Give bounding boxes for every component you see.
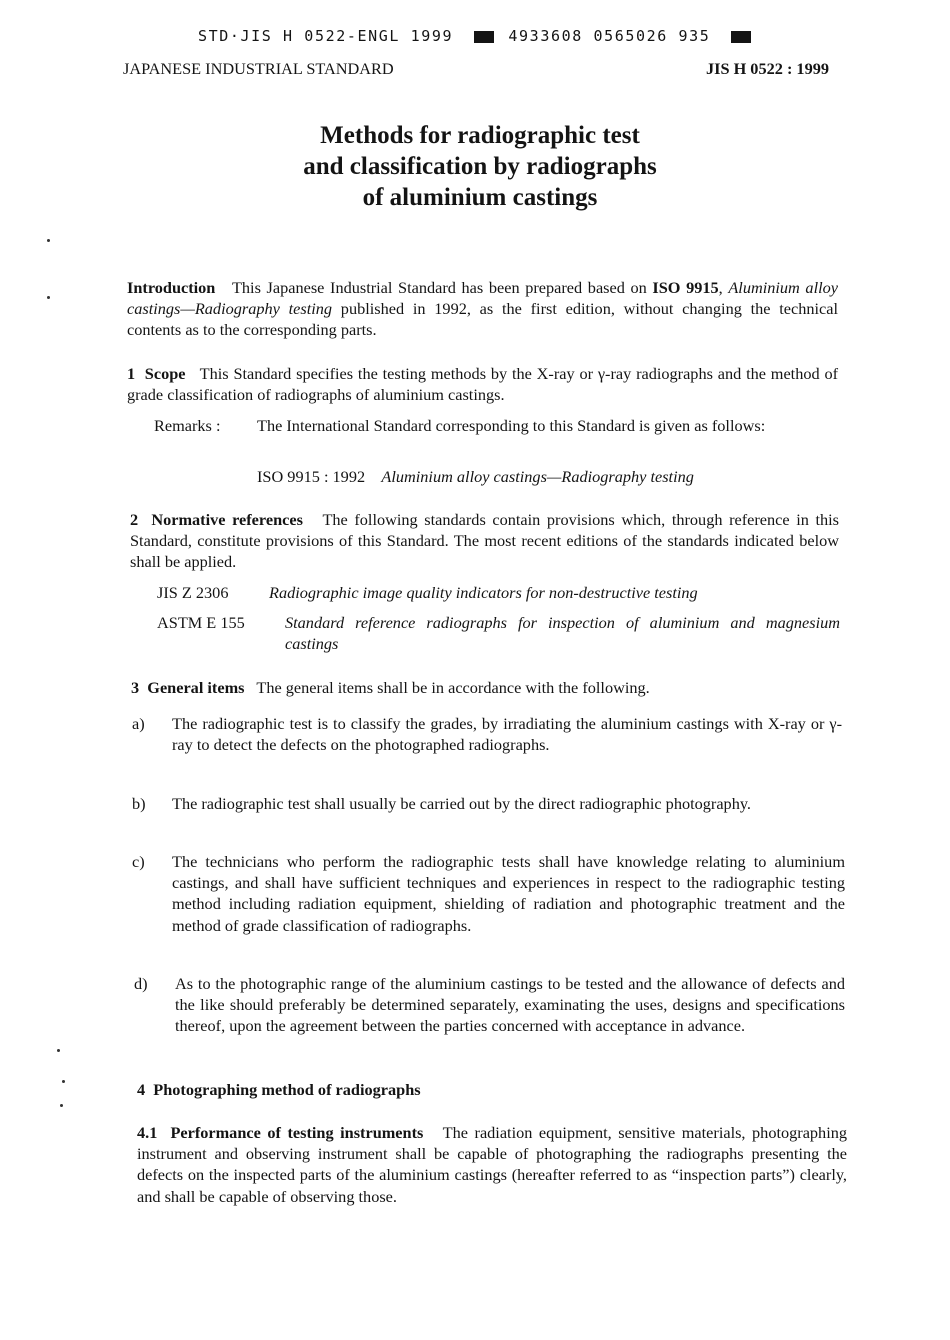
- std-number: JIS H 0522 : 1999: [705, 59, 829, 78]
- section-4-heading: [137, 1079, 421, 1100]
- section-heading: Photographing method of radiographs: [153, 1080, 421, 1099]
- remarks-label: Remarks :: [154, 416, 221, 435]
- title-line: of aluminium castings: [362, 184, 598, 211]
- subsection-heading: Performance of testing instruments: [170, 1123, 424, 1142]
- ref-title-text: Standard reference radiographs for inspection of aluminium and magnesium castings: [285, 613, 840, 654]
- list-label: b): [132, 794, 146, 813]
- section-heading: Normative references: [151, 510, 303, 529]
- remarks-text: The International Standard corresponding to this Standard is given as follows:: [257, 416, 766, 435]
- page-title: [130, 120, 830, 213]
- list-label: d): [134, 974, 148, 993]
- list-label: a): [132, 714, 145, 733]
- ref-code: ASTM E 155: [157, 613, 245, 632]
- barcode-header: [198, 26, 755, 47]
- subsection-number: 4.1: [137, 1123, 158, 1142]
- iso-ref-title: Aluminium alloy castings—Radiography testing: [381, 467, 694, 486]
- general-text: The general items shall be in accordance with the following.: [256, 678, 650, 697]
- scan-dot: [47, 296, 50, 299]
- normative-paragraph: [130, 509, 839, 573]
- scan-dot: [60, 1104, 63, 1107]
- section-number: 2: [130, 510, 139, 529]
- scope-text: This Standard specifies the testing methods by the X-ray or γ-ray radiographs and the method of grade classification of radiographs of aluminium castings.: [127, 364, 839, 405]
- org-name: JAPANESE INDUSTRIAL STANDARD: [123, 59, 394, 78]
- title-line: and classification by radiographs: [303, 153, 657, 180]
- list-label: c): [132, 852, 145, 871]
- intro-text: This Japanese Industrial Standard has been prepared based on: [231, 278, 647, 297]
- iso-ref-code: ISO 9915 : 1992: [257, 467, 366, 486]
- normative-text: The following standards contain provisions which, through reference in this Standard, constitute provisions of this Standard. The most recent editions of the standards indicated below shall be applied.: [130, 510, 840, 572]
- comma: ,: [718, 278, 723, 297]
- iso-title: Aluminium alloy castings—Radiography testing: [127, 278, 838, 319]
- section-number: 3: [131, 678, 140, 697]
- list-item: The radiographic test shall usually be carried out by the direct radiographic photography.: [172, 794, 751, 813]
- block-mark: [474, 31, 494, 43]
- subsection-text: The radiation equipment, sensitive materials, photographing instrument and observing instrument shall be capable of photographing the radiographs presenting the defects on the inspected parts of the aluminium castings (hereafter referred to as “inspection parts”) clearly, and shall be capable of observing those.: [137, 1123, 848, 1206]
- doc-code: STD·JIS H 0522-ENGL 1999: [198, 27, 454, 45]
- iso-reference: ISO 9915: [652, 278, 719, 297]
- iso-ref-line: [257, 466, 694, 487]
- ref-code: JIS Z 2306: [157, 583, 229, 602]
- list-item: As to the photographic range of the aluminium castings to be tested and the allowance of defects and the like should preferably be determined separately, examinating the uses, designs and specifications thereof, upon the agreement between the parties concerned with acceptance in advance.: [175, 974, 845, 1036]
- title-line: Methods for radiographic test: [320, 122, 640, 149]
- ref-title: [269, 582, 698, 603]
- intro-heading: Introduction: [127, 278, 216, 297]
- section-heading: General items: [147, 678, 245, 697]
- scope-paragraph: [127, 363, 838, 405]
- general-paragraph: [131, 677, 840, 698]
- section-number: 1: [127, 364, 136, 383]
- scan-dot: [62, 1080, 65, 1083]
- doc-numbers: 4933608 0565026 935: [508, 27, 711, 45]
- ref-title-text: Radiographic image quality indicators for non-destructive testing: [269, 583, 698, 602]
- list-item: The radiographic test is to classify the grades, by irradiating the aluminium castings with X-ray or γ-ray to detect the defects on the photographed radiographs.: [172, 714, 842, 755]
- section-number: 4: [137, 1080, 146, 1099]
- intro-text: published in 1992, as the first edition, without changing the technical contents as to the corresponding parts.: [127, 299, 839, 340]
- scan-dot: [47, 239, 50, 242]
- block-mark: [731, 31, 751, 43]
- list-item: The technicians who perform the radiographic tests shall have knowledge relating to aluminium castings, and shall have sufficient techniques and experiences in respect to the radiographic testing method including radiation equipment, shielding of radiation and photographic treatment and the method of grade classification of radiographs.: [172, 852, 845, 935]
- scan-dot: [57, 1049, 60, 1052]
- ref-title: [285, 612, 840, 654]
- intro-paragraph: [127, 277, 838, 341]
- subsection-4-1: [137, 1122, 847, 1207]
- section-heading: Scope: [144, 364, 186, 383]
